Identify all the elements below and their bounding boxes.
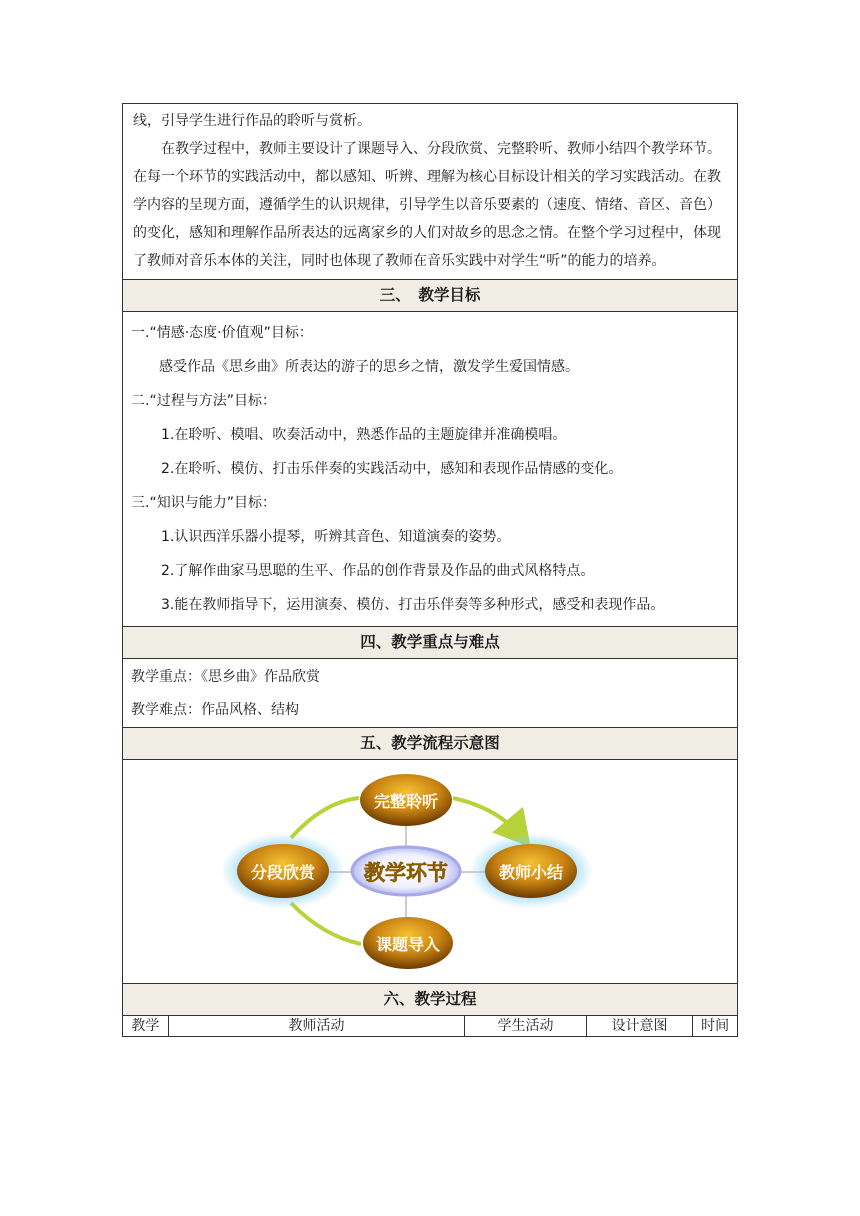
- column-header: 时间: [701, 1018, 730, 1034]
- lesson-plan-table: [122, 103, 738, 1037]
- column-header: 教师活动: [169, 1016, 466, 1036]
- flow-diagram-svg: [123, 760, 739, 983]
- objective-item: 2.在聆听、模仿、打击乐伴奏的实践活动中，感知和表现作品情感的变化。: [161, 461, 623, 477]
- node-top-label: 完整聆听: [373, 792, 439, 811]
- section-header-flow-diagram: 五、教学流程示意图: [123, 728, 737, 760]
- objective-heading-2: 二.“过程与方法”目标：: [131, 393, 276, 409]
- column-header: 设计意图: [587, 1016, 693, 1036]
- intro-paragraph-2: 在教学过程中，教师主要设计了课题导入、分段欣赏、完整聆听、教师小结四个教学环节。在每一个环节的实践活动中，都以感知、听辨、理解为核心目标设计相关的学习实践活动。在教学内容的呈现方面，遵循学生的认识规律，引导学生以音乐要素的（速度、情绪、音区、音色）的变化，感知和理解作品所表达的远离家乡的人们对故乡的思念之情。在整个学习过程中，体现了教师对音乐本体的关注，同时也体现了教师在音乐实践中对学生“听”的能力的培养。: [133, 141, 721, 269]
- intro-paragraph-1: 线，引导学生进行作品的聆听与赏析。: [133, 113, 371, 129]
- objectives-block: [123, 312, 737, 627]
- column-header: 学生活动: [465, 1016, 586, 1036]
- node-right-label: 教师小结: [498, 863, 564, 882]
- section-header-process: 六、教学过程: [123, 984, 737, 1016]
- difficulty-text: 教学难点：作品风格、结构: [131, 702, 299, 718]
- process-table-header: [123, 1016, 737, 1037]
- node-bottom-label: 课题导入: [375, 935, 441, 954]
- lesson-plan-sheet: [122, 103, 738, 1037]
- section-header-key-points: 四、教学重点与难点: [123, 627, 737, 659]
- section-header-objectives: 三、 教学目标: [123, 280, 737, 312]
- node-left-label: 分段欣赏: [250, 863, 316, 882]
- objective-item: 3.能在教师指导下，运用演奏、模仿、打击乐伴奏等多种形式，感受和表现作品。: [161, 597, 665, 613]
- key-points-block: [123, 659, 737, 728]
- teaching-design-text: [123, 104, 737, 280]
- objective-item: 1.认识西洋乐器小提琴，听辨其音色、知道演奏的姿势。: [161, 529, 511, 545]
- objective-item: 1.在聆听、模唱、吹奏活动中，熟悉作品的主题旋律并准确模唱。: [161, 427, 567, 443]
- center-node-label: 教学环节: [364, 861, 448, 885]
- flow-arrow: [291, 798, 359, 838]
- teaching-flow-diagram: [123, 760, 737, 984]
- objective-heading-1: 一.“情感·态度·价值观”目标：: [131, 325, 313, 341]
- objective-item: 感受作品《思乡曲》所表达的游子的思乡之情，激发学生爱国情感。: [159, 359, 579, 375]
- flow-arrow-head: [453, 798, 523, 838]
- flow-arrow: [291, 903, 361, 944]
- column-header: 教学: [123, 1016, 169, 1036]
- objective-item: 2.了解作曲家马思聪的生平、作品的创作背景及作品的曲式风格特点。: [161, 563, 595, 579]
- key-point-text: 教学重点：《思乡曲》作品欣赏: [131, 669, 320, 685]
- objective-heading-3: 三.“知识与能力”目标：: [131, 495, 276, 511]
